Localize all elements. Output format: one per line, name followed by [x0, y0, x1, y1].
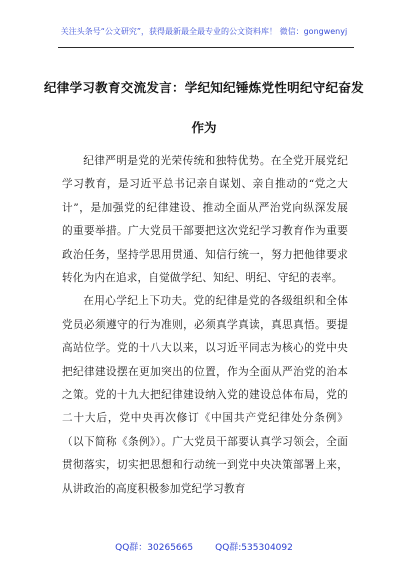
body-paragraph: 在用心学纪上下功夫。党的纪律是党的各级组织和全体党员必须遵守的行为准则，必须真学真读，真思真悟。要提高站位学。党的十八大以来，以习近平同志为核心的党中央把纪律建设摆在更加突出的位置，作为全面从严治党的治本之策。党的十九大把纪律建设纳入党的建设总体布局，党的二十大后，党中央再次修订《中国共产党纪律处分条例》（以下简称《条例》）。广大党员干部要认真学习领会，全面贯彻落实，切实把思想和行动统一到党中央决策部署上来，从讲政治的高度积极参加党纪学习教育: [62, 295, 348, 495]
document-title-continuation: 作为: [191, 120, 217, 135]
body-paragraph: 纪律严明是党的光荣传统和独特优势。在全党开展党纪学习教育，是习近平总书记亲自谋划、亲自推动的“党之大计”，是加强党的纪律建设、推动全面从严治党向纵深发展的重要举措。广大党员干部要把这次党纪学习教育作为重要政治任务，坚持学思用贯通、知信行统一，努力把他律要求转化为内在追求，自觉做学纪、知纪、明纪、守纪的表率。: [62, 155, 348, 285]
document-body: [62, 150, 348, 501]
footer: [0, 540, 408, 553]
header-divider: [58, 47, 354, 48]
header-banner: 关注头条号“公文研究”，获得最新最全最专业的公文资料库！ 微信：gongwenyj: [60, 27, 348, 36]
footer-qq-group-2: QQ群:535304092: [215, 543, 293, 553]
footer-qq-group-1: QQ群：30265665: [115, 543, 194, 553]
document-title: 纪律学习教育交流发言：学纪知纪锤炼党性明纪守纪奋发: [43, 80, 364, 95]
